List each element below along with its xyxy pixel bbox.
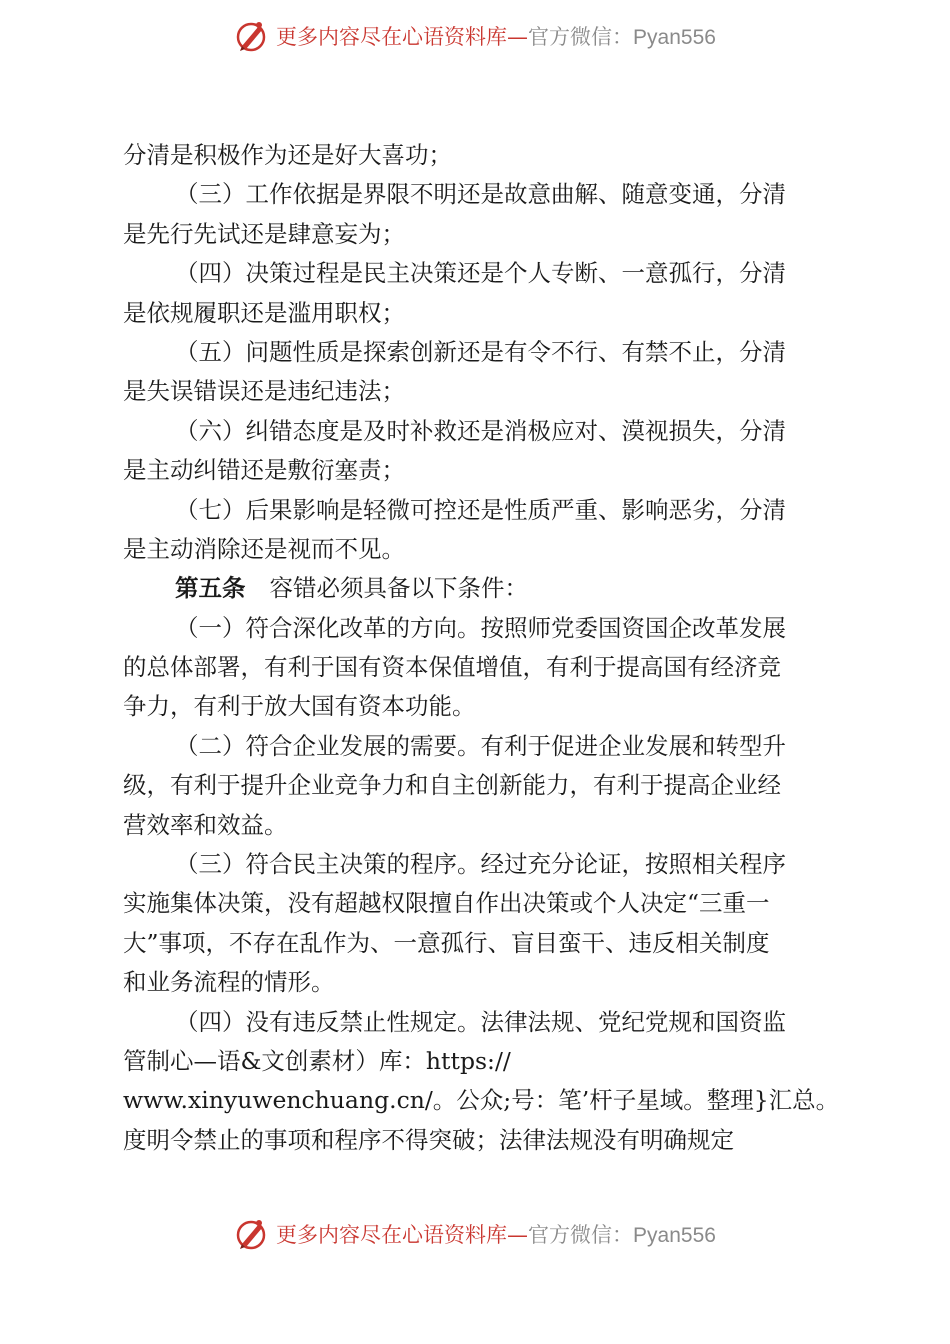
text-line: （四）决策过程是民主决策还是个人专断、一意孤行，分清	[175, 259, 786, 288]
text-line: 是先行先试还是肆意妄为；	[123, 219, 405, 248]
header-banner	[0, 14, 950, 58]
header-banner-main: 更多内容尽在心语资料库	[276, 25, 508, 49]
text-line: 度明令禁止的事项和程序不得突破；法律法规没有明确规定	[123, 1125, 734, 1154]
text-line: 争力，有利于放大国有资本功能。	[123, 692, 476, 721]
footer-banner-wechat-label: 官方微信：	[528, 1223, 634, 1247]
text-line: 管制心—语&文创素材）库：https://	[123, 1046, 511, 1075]
text-line: （五）问题性质是探索创新还是有令不行、有禁不止，分清	[175, 337, 786, 366]
text-line: 的总体部署，有利于国有资本保值增值，有利于提高国有经济竞	[123, 653, 781, 682]
text-line: （六）纠错态度是及时补救还是消极应对、漠视损失，分清	[175, 416, 786, 445]
text-line: 是主动纠错还是敷衍塞责；	[123, 456, 405, 485]
header-banner-dash: —	[507, 25, 529, 49]
text-line: 是主动消除还是视而不见。	[123, 534, 405, 563]
footer-banner	[0, 1212, 950, 1256]
text-line: （三）工作依据是界限不明还是故意曲解、随意变通，分清	[175, 180, 786, 209]
text-line: （二）符合企业发展的需要。有利于促进企业发展和转型升	[175, 731, 786, 760]
text-line: www.xinyuwenchuang.cn/。公众;号：笔’杆子星域。整理}汇总。	[123, 1086, 840, 1115]
text-line: （三）符合民主决策的程序。经过充分论证，按照相关程序	[175, 850, 786, 879]
footer-banner-dash: —	[507, 1223, 529, 1247]
header-banner-wechat-label: 官方微信：	[528, 25, 634, 49]
footer-banner-main: 更多内容尽在心语资料库	[276, 1223, 508, 1247]
text-line: 级，有利于提升企业竞争力和自主创新能力，有利于提高企业经	[123, 771, 781, 800]
text-line: 实施集体决策，没有超越权限擅自作出决策或个人决定“三重一	[123, 889, 770, 918]
article-text: 容错必须具备以下条件：	[269, 574, 528, 603]
text-line: 分清是积极作为还是好大喜功；	[123, 141, 452, 169]
pen-circle-logo-icon	[234, 1217, 268, 1251]
pen-circle-logo-icon	[234, 19, 268, 53]
text-line: 大”事项，不存在乱作为、一意孤行、盲目蛮干、违反相关制度	[123, 928, 770, 957]
footer-banner-wechat-id: Pyan556	[633, 1224, 716, 1247]
text-line: （七）后果影响是轻微可控还是性质严重、影响恶劣，分清	[175, 495, 786, 524]
header-banner-wechat-id: Pyan556	[633, 26, 716, 49]
article-line	[123, 569, 843, 608]
document-body	[123, 136, 843, 1160]
article-heading: 第五条	[175, 574, 246, 603]
text-line: 是依规履职还是滥用职权；	[123, 298, 405, 327]
text-line: （一）符合深化改革的方向。按照师党委国资国企改革发展	[175, 613, 786, 642]
header-banner-text	[276, 21, 716, 51]
text-line: 是失误错误还是违纪违法；	[123, 377, 405, 406]
text-line: 营效率和效益。	[123, 810, 288, 839]
footer-banner-text	[276, 1219, 716, 1249]
text-line: （四）没有违反禁止性规定。法律法规、党纪党规和国资监	[175, 1007, 786, 1036]
text-line: 和业务流程的情形。	[123, 968, 335, 997]
